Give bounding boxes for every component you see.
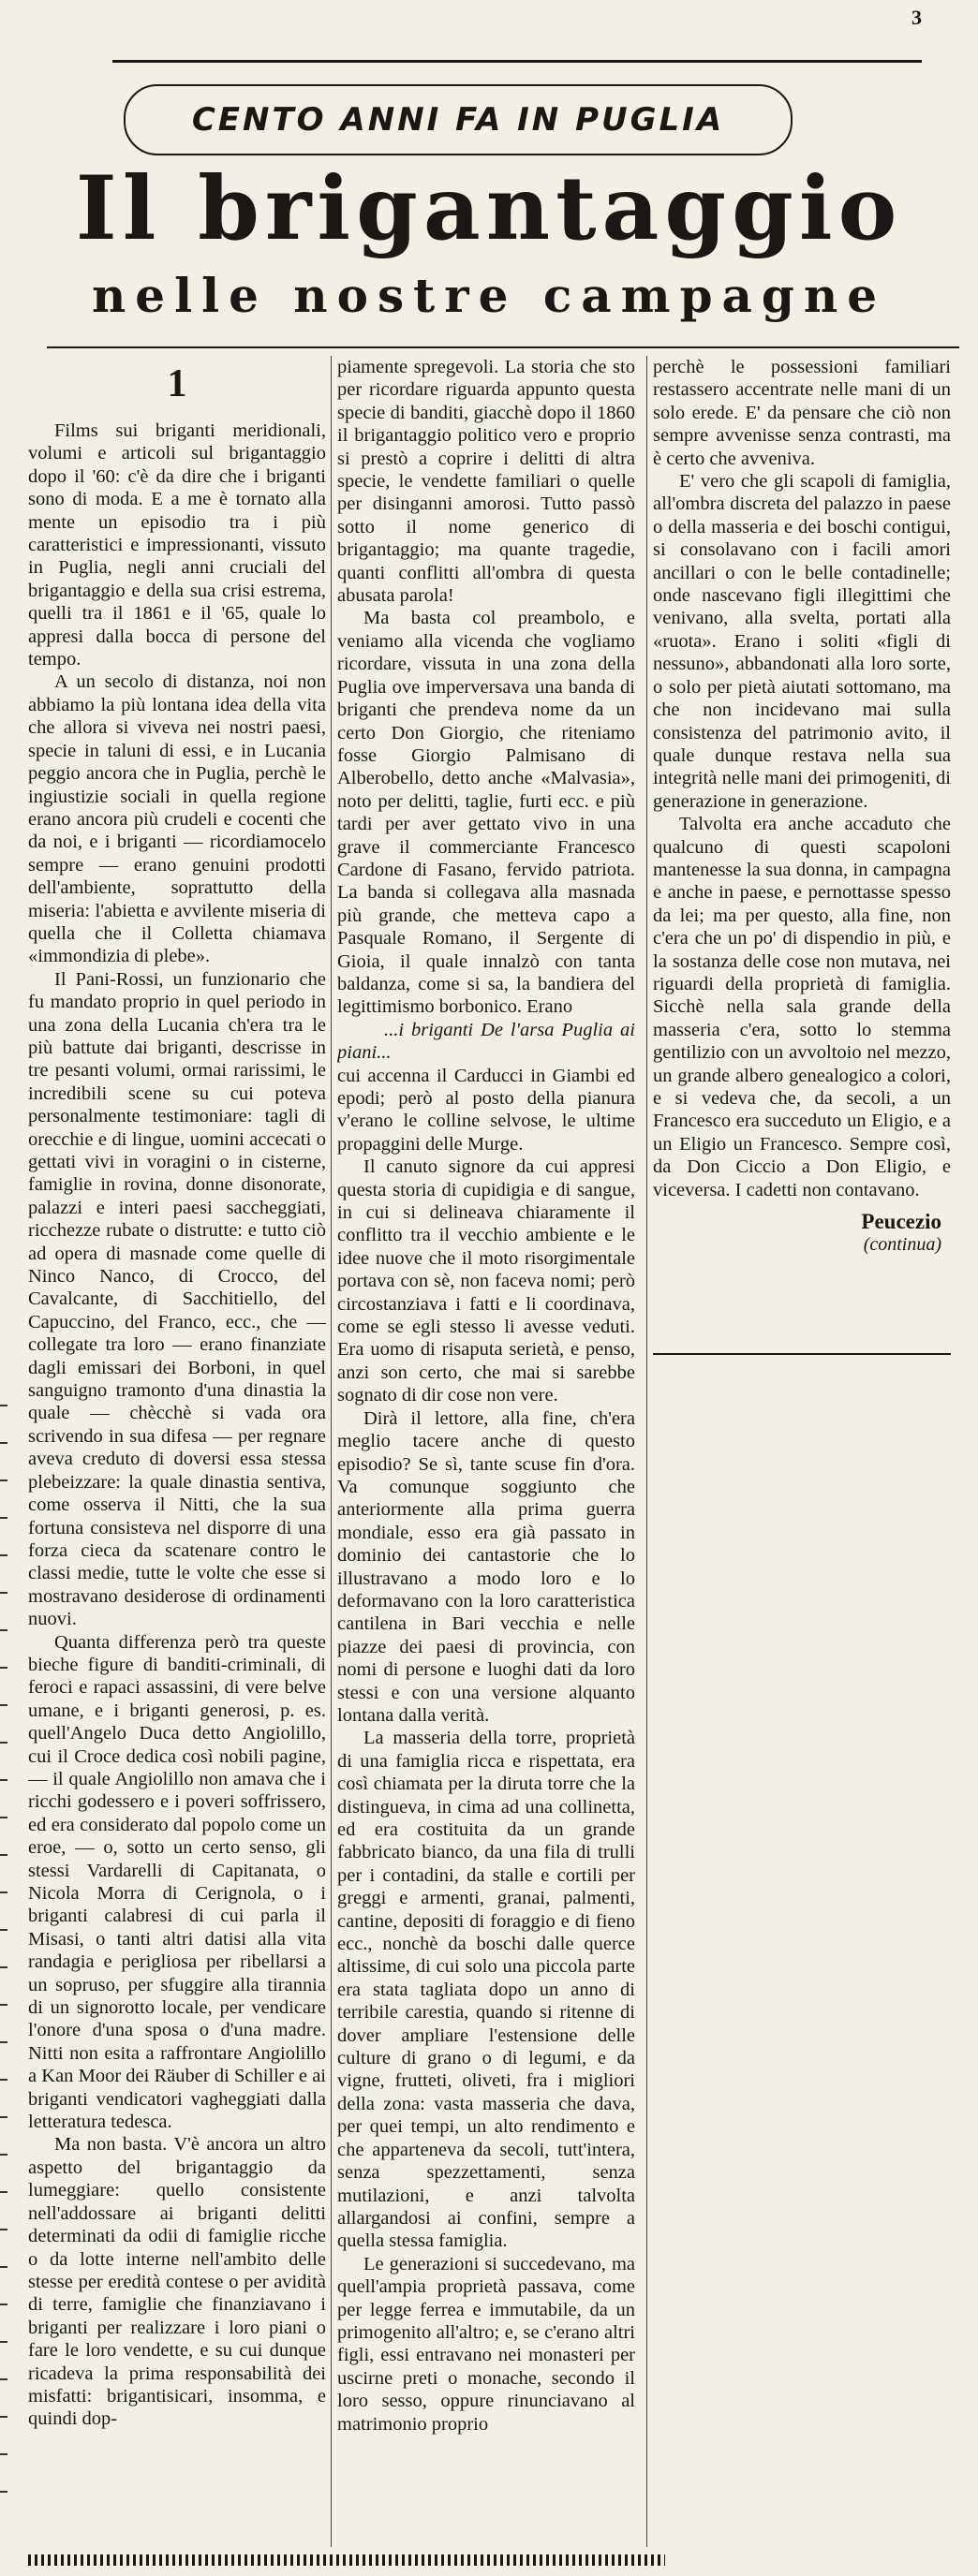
paragraph: cui accenna il Carducci in Giambi ed epodi; però al posto della pianura v'erano le colline selvose, le ultime propaggini delle Murge. <box>337 1065 635 1155</box>
left-edge-clip <box>0 1405 7 2510</box>
article-title: Il brigantaggio <box>75 157 903 260</box>
paragraph: Dirà il lettore, alla fine, ch'era meglio tacere anche di questo episodio? Se sì, tante scuse fin d'ora. Va comunque soggiunto che anteriormente alla prima guerra mondiale, esso era già passato in dominio dei cantastorie che lo illustravano a modo loro e lo deformavano con la loro caratteristica cantilena in Bari vecchia e nelle piazze dei paesi di provincia, con nomi di persone e luoghi dati da loro stessi e con una versione alquanto lontana dalla verità. <box>337 1407 635 1726</box>
paragraph: Quanta differenza però tra queste bieche figure di banditi-criminali, di feroci e rapaci assassini, di vere belve umane, e i briganti generosi, p. es. quell'Angelo Duca detto Angiolillo, cui il Croce dedica così nobili pagine, — il quale Angiolillo non amava che i ricchi godessero e i poveri soffrissero, ed era considerato dal popolo come un eroe, — o, sotto un certo senso, gli stessi Vardarelli di Capitanata, o Nicola Morra di Cerignola, o i briganti calabresi di cui parla il Misasi, o tanti altri datisi alla vita randagia e perigliosa per ribellarsi a un sopruso, per sfuggire alla tirannia di un signorotto locale, per vendicare l'onore d'una sposa o d'una madre. Nitti non esita a raffrontare Angiolillo a Kan Moor dei Räuber di Schiller e ai briganti vendicatori vagheggiati dalla letteratura tedesca. <box>28 1631 326 2133</box>
paragraph: Il Pani-Rossi, un funzionario che fu mandato proprio in quel periodo in una zona della Lucania ch'era tra le più battute dai briganti, descrisse in tre pesanti volumi, ormai rarissimi, le incredibili scene su cui poteva personalmente testimoniare: tagli di orecchie e di lingue, uomini accecati o gettati vivi in voragini o in cisterne, famiglie in rovina, donne disonorate, palazzi e interi paesi saccheggiati, ricchezze rubate o distrutte: e tutto ciò ad opera di masnade come quelle di Ninco Nanco, di Crocco, del Cavalcante, di Sacchitiello, del Capuccino, del Franco, ecc., che — collegate tra loro — erano finanziate dagli emissari dei Borboni, in quel sanguigno tramonto d'una dinastia la quale — chècchè si vada ora scrivendo in sua difesa — per regnare aveva creduto di doversi essa stessa plebeizzare: la quale dinastia sentiva, come osserva il Nitti, che la sua fortuna consisteva nel disporre di una forza cieca da scatenare contro le classi medie, tutte le volte che esse si mostravano desiderose di ordinamenti nuovi. <box>28 968 326 1630</box>
column-divider <box>646 356 647 2547</box>
column-1 <box>28 356 326 2547</box>
paragraph: E' vero che gli scapoli di famiglia, all'ombra discreta del palazzo in paese o della masseria e dei boschi contigui, si consolavano con i facili amori ancillari o con le belle contadinelle; onde nascevano figli illegittimi che venivano, alla svelta, portati alla «ruota». Erano i soliti «figli di nessuno», abbandonati alla loro sorte, o solo per pietà aiutati sottomano, ma che non incidevano mai sulla consistenza del patrimonio avito, il quale dunque restava nella sua integrità nelle mani dei primogeniti, di generazione in generazione. <box>653 471 951 812</box>
column-divider <box>331 356 332 2547</box>
bottom-border-strip <box>28 2554 665 2566</box>
chapter-number: 1 <box>167 362 187 405</box>
column-2 <box>337 356 635 2547</box>
verse-quote: ...i briganti De l'arsa Puglia ai piani... <box>337 1019 635 1064</box>
paragraph: Ma basta col preambolo, e veniamo alla vicenda che vogliamo ricordare, vissuta in una zona della Puglia ove imperversava una banda di briganti che prendeva nome da un certo Don Giorgio, che riteniamo fosse Giorgio Palmisano di Alberobello, detto anche «Malvasia», noto per delitti, taglie, furti ecc. e più tardi per aver gettato vivo in una grave il commerciante Francesco Cardone di Fasano, fervido patriota. La banda si collegava alla masnada più grande, che metteva capo a Pasquale Romano, il Sergente di Gioia, il quale innalzò con tanta baldanza, come si sa, la bandiera del legittimismo borbonico. Erano <box>337 608 635 1018</box>
kicker-box: CENTO ANNI FA IN PUGLIA <box>124 84 793 155</box>
paragraph: Il canuto signore da cui appresi questa storia di cupidigia e di sangue, in cui si delineava chiaramente il conflitto tra il vecchio ambiente e le idee nuove che il moto risorgimentale portava con sè, non faceva nomi; però circostanziava i fatti e li coordinava, come se egli stesso li avesse veduti. Era uomo di risaputa serietà, e penso, anzi son certo, che mai si sarebbe sognato di dir cose non vere. <box>337 1156 635 1406</box>
title-rule <box>47 346 959 348</box>
end-rule <box>653 1353 951 1355</box>
paragraph: Ma non basta. V'è ancora un altro aspetto del brigantaggio da lumeggiare: quello consistente nell'addossare ai briganti delitti determinati da odii di famiglie ricche o da lotte interne nell'ambito delle stesse per eredità contese o per avidità di terre, famiglie che finanziavano i briganti per realizzare i loro piani o fare le loro vendette, e su cui dunque ricadeva la prima responsabilità dei misfatti: brigantisicari, insomma, e quindi dop- <box>28 2134 326 2430</box>
paragraph: Talvolta era anche accaduto che qualcuno di questi scapoloni mantenesse la sua donna, in campagna e anche in paese, e pernottasse spesso da lei; ma per questo, alla fine, non c'era che un po' di dispendio in più, e la sostanza delle cose non mutava, nei riguardi della proprietà di famiglia. Sicchè nella sala grande della masseria c'era, sotto lo stemma gentilizio con un avvoltoio nel mezzo, un grande albero genealogico a colori, e si vedeva che, da secoli, a un Francesco era succeduto un Eligio, e a un Eligio un Francesco. Sempre così, da Don Ciccio a Don Eligio, e viceversa. I cadetti non contavano. <box>653 814 951 1200</box>
paragraph: piamente spregevoli. La storia che sto per ricordare riguarda appunto questa specie di banditi, giacchè dopo il 1860 il brigantaggio politico vero e proprio si prestò a coprire i delitti di altra specie, le vendette familiari o quelle per disinganni amorosi. Tutto passò sotto il nome generico di brigantaggio; ma quante tragedie, quanti conflitti all'ombra di questa abusata parola! <box>337 357 635 607</box>
author-signature: Peucezio <box>861 1210 941 1234</box>
paragraph: perchè le possessioni familiari restassero accentrate nelle mani di un solo erede. E' da pensare che ciò non sempre avvenisse senza contrasti, ma è certo che avveniva. <box>653 357 951 469</box>
page-number: 3 <box>911 6 922 29</box>
paragraph: Films sui briganti meridionali, volumi e articoli sul brigantaggio dopo il '60: c'è da dire che i briganti sono di moda. E a me è tornato alla mente un episodio tra i più caratteristici e impressionanti, vissuto in Puglia, negli anni cruciali del brigantaggio e della sua crisi estrema, quelli tra il 1861 e il '65, quale lo appresi dalla bocca di persone del tempo. <box>28 420 326 670</box>
paragraph: Le generazioni si succedevano, ma quell'ampia proprietà passava, come per legge ferrea e immutabile, da un primogenito all'altro; e, se c'erano altri figli, essi entravano nei monasteri per uscirne preti o monache, secondo il loro sesso, oppure rinunciavano al matrimonio proprio <box>337 2253 635 2435</box>
top-rule <box>112 60 922 63</box>
paragraph: La masseria della torre, proprietà di una famiglia ricca e rispettata, era così chiamata per la diruta torre che la distingueva, in cima ad una collinetta, ed era costituita da un grande fabbricato bianco, da una fila di trulli per i contadini, da stalle e cortili per greggi e armenti, granai, palmenti, cantine, depositi di foraggio e di fieno ecc., nonchè da boschi dalle querce altissime, di cui solo una piccola parte era stata tagliata dopo un anno di terribile carestia, quando si ritenne di dover ampliare l'estensione delle culture di grano o di legumi, e da vigne, frutteti, oliveti, fra i migliori della zona: vasta masseria che dava, per quei tempi, un alto rendimento e che apparteneva da secoli, tutt'intera, senza spezzettamenti, senza mutilazioni, e anzi talvolta allargandosi ai confini, sempre a quella stessa famiglia. <box>337 1728 635 2252</box>
article-subtitle: nelle nostre campagne <box>91 268 887 323</box>
paragraph: A un secolo di distanza, noi non abbiamo la più lontana idea della vita che allora si viveva nei nostri paesi, specie in taluni di essi, e in Lucania peggio ancora che in Puglia, perchè le ingiustizie sociali in quella regione erano ancora più crudeli e cocenti che da noi, e i briganti — ricordiamocelo sempre — erano genuini prodotti dell'ambiente, soprattutto della miseria: l'abietta e avvilente miseria di quella che il Colletta chiamava «immondizia di plebe». <box>28 671 326 967</box>
column-3 <box>653 356 951 1358</box>
continued-note: (continua) <box>863 1234 941 1256</box>
